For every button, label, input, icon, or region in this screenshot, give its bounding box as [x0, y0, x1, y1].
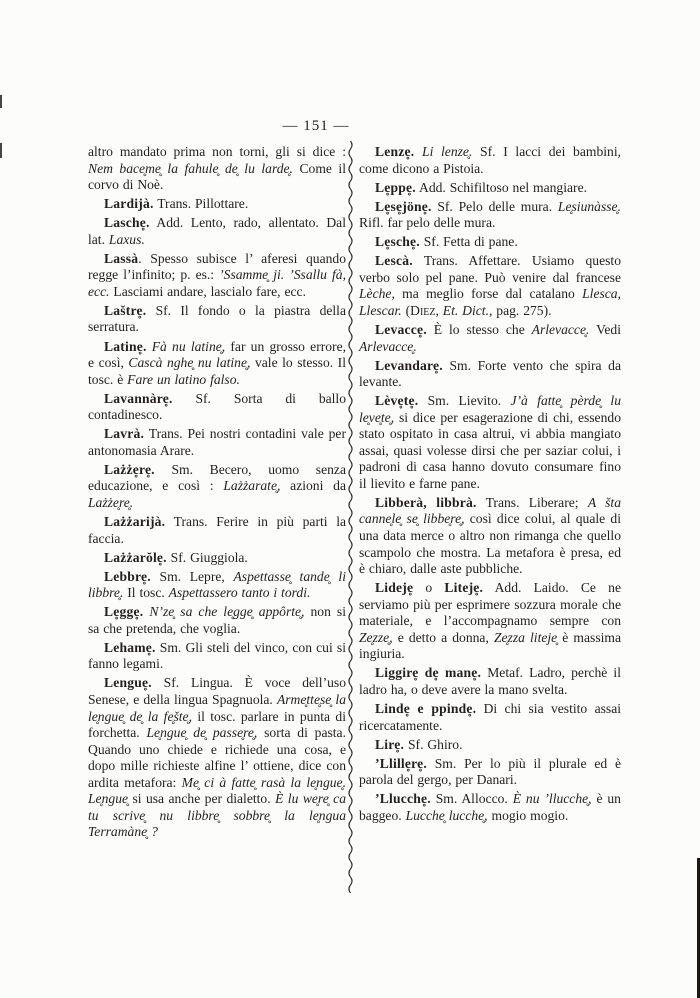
dictionary-entry [88, 391, 346, 424]
dictionary-entry [88, 339, 346, 389]
dialect-phrase-italic: Fà nu latine̥, [146, 338, 226, 354]
dictionary-entry [359, 253, 621, 319]
entry-text: Sm. Becero, uomo senza educazione, e così : [88, 461, 346, 494]
entry-text: Sm. Forte vento che spira da levante. [359, 357, 621, 390]
dictionary-entry [359, 393, 621, 492]
left-text-column [88, 144, 346, 841]
dictionary-entry [359, 791, 621, 824]
dictionary-entry [88, 251, 346, 301]
dialect-phrase-italic: È lu we̥re̥ ca tu scrive̥ nu libbre̥ sobbre̥ la le̥ngua Terramàne̥ ? [88, 791, 346, 840]
entry-headword: Lassà [104, 250, 139, 266]
dialect-phrase-italic: Lażże̥re̥. [88, 494, 134, 510]
entry-text: Vedi [589, 321, 621, 337]
entry-text: Lasciami andare, lascialo fare, ecc. [109, 283, 306, 299]
entry-headword: ’Llucche̥. [375, 791, 431, 807]
dialect-phrase-italic: Llesca, Llescar. [359, 286, 621, 318]
dialect-phrase-italic: Arlevacce̥. [531, 321, 590, 337]
entry-text: o [413, 580, 445, 596]
entry-text: ( [401, 302, 411, 318]
entry-headword: Lengue̥. [104, 675, 152, 691]
dialect-phrase-italic: Aspettasse̥ tande̥ li libbre̥. [88, 568, 346, 601]
entry-text: Sm. Allocco. [430, 791, 513, 807]
dialect-phrase-italic: Le̥ngue̥ de̥ passe̥re̥, [146, 725, 258, 741]
entry-text: si usa anche per dialetto. [128, 791, 276, 807]
entry-headword: Le̥sche̥. [375, 234, 420, 250]
dialect-phrase-italic: Cascà nghe̥ nu latine̥, [128, 355, 251, 371]
entry-text: Sm. Per lo più il plurale ed è parola del gergo, per Danari. [359, 755, 621, 788]
entry-headword: Lescà. [375, 253, 413, 269]
entry-headword: Libberà, libbrà. [375, 494, 477, 510]
entry-headword: Levacce̥. [375, 321, 427, 337]
entry-headword: Liteje̥. [444, 580, 484, 596]
entry-text: è massima ingiuria. [359, 629, 621, 662]
entry-headword: Levandare̥. [375, 357, 443, 373]
dictionary-entry [359, 322, 621, 355]
dialect-phrase-italic: Lucche̥ lucche̥, [405, 807, 488, 823]
entry-text: altro mandato prima non torni, gli si dice : [88, 144, 346, 159]
entry-headword: Lebbre̥. [104, 568, 151, 584]
entry-text: Trans. Ferire in più parti la faccia. [88, 513, 346, 546]
entry-headword: Le̥gge̥. [104, 604, 144, 620]
dictionary-entry [359, 756, 621, 789]
dialect-phrase-italic: Nem bace̥me̥ la fahule̥ de̥ lu larde̥. [88, 160, 293, 176]
entry-text: Trans. Pei nostri contadini vale per antonomasia Arare. [88, 426, 346, 458]
entry-text: vale lo stesso. Il tosc. è [88, 355, 346, 387]
dialect-phrase-italic: Lażżarate̥, [223, 478, 281, 494]
dictionary-entry [359, 737, 621, 754]
entry-headword: Lire̥. [375, 736, 405, 752]
entry-text: non si sa che pretenda, che voglia. [88, 604, 346, 636]
dialect-phrase-italic: Laxus. [108, 231, 145, 247]
entry-text: Sf. Sorta di ballo contadinesco. [88, 390, 346, 423]
dictionary-entry [359, 180, 621, 197]
dictionary-entry [88, 514, 346, 547]
dictionary-entry [88, 144, 346, 194]
dialect-phrase-italic: A šta canne̥le̥ se̥ libbe̥re̥, [359, 494, 621, 527]
dialect-phrase-italic: Ze̥zza liteje̥ [493, 629, 558, 645]
dictionary-entry [359, 665, 621, 698]
entry-headword: Lehame̥. [104, 639, 156, 655]
dictionary-entry [359, 199, 621, 232]
dialect-phrase-italic: Lèche, [359, 286, 395, 302]
dialect-phrase-italic: Me̥ ci à fatte̥ rasà la le̥ngue̥. Le̥ngue̥ [88, 774, 346, 807]
entry-headword: Lève̥te̥. [375, 393, 419, 409]
entry-headword: Lasche̥. [104, 215, 150, 231]
entry-text: si dice per esagerazione di chi, essendo stato ospitato in casa altrui, vi abbia mangiato assai, quasi volesse dirsi che per saziar colui, i padroni di casa hanno dovuto consumare fino il lievito e farne pane. [359, 409, 621, 491]
dialect-phrase-italic: J’à fatte̥ pèrde̥ lu le̥ve̥te̥, [359, 393, 622, 425]
dictionary-entry [88, 604, 346, 637]
entry-headword: Lardijà. [104, 196, 154, 212]
entry-text: Add. Schifiltoso nel mangiare. [415, 179, 587, 195]
entry-text: e detto a donna, [392, 629, 494, 645]
entry-headword: Linde̥ e ppinde̥. [375, 701, 477, 716]
dictionary-entry [88, 215, 346, 248]
entry-text: Sm. Gli steli del vinco, con cui si fanno legami. [88, 639, 346, 672]
entry-text: Rifl. far pelo delle mura. [359, 215, 496, 231]
entry-text: Come il corvo di Noè. [88, 160, 346, 193]
dictionary-entry [88, 675, 346, 840]
wavy-column-divider-rule [347, 141, 354, 893]
entry-text: Sf. Il fondo o la piastra della serratura. [88, 302, 346, 335]
entry-text: il tosc. parlare in punta di forchetta. [88, 708, 346, 741]
entry-text: ma meglio forse dal catalano [394, 286, 583, 302]
entry-text: Sf. Lingua. È voce dell’uso Senese, e della lingua Spagnuola. [88, 675, 346, 707]
dictionary-entry [88, 550, 346, 567]
entry-headword: Lavannàre̥. [104, 390, 173, 406]
entry-headword: Laštre̥. [104, 302, 147, 318]
smallcaps-citation: Diez, [410, 302, 439, 318]
dictionary-entry [88, 196, 346, 213]
dictionary-entry [88, 640, 346, 673]
entry-text: sorta di pasta. Quando uno chiede e richiede una cosa, e dopo mille richieste alfine l’ ottiene, dice con ardita metafora: [88, 725, 346, 790]
entry-text: Di chi sia vestito assai ricercatamente. [359, 701, 622, 733]
entry-headword: Le̥ppe̥. [375, 179, 416, 195]
dictionary-entry [88, 462, 346, 512]
entry-text: è un baggeo. [359, 791, 621, 823]
dialect-phrase-italic: Arlevacce̥. [359, 338, 417, 354]
dictionary-entry [88, 426, 346, 459]
scan-artifact-left-edge-2 [0, 143, 2, 158]
dictionary-entry [88, 569, 346, 602]
entry-text: Sm. Lepre, [150, 568, 234, 584]
entry-headword: Latine̥. [104, 338, 147, 354]
entry-text: azioni da [280, 478, 346, 494]
entry-headword: Lenze̥. [375, 144, 415, 159]
page-number: — 151 — [282, 118, 350, 134]
entry-headword: Lażżarŏle̥. [104, 549, 167, 565]
entry-text: Sm. Lievito. [418, 393, 511, 409]
entry-text: Sf. I lacci dei bambini, come dicono a Pistoia. [359, 144, 621, 176]
entry-headword: Lideje̥ [375, 580, 414, 596]
scan-artifact-left-edge-1 [0, 95, 2, 108]
dialect-phrase-italic: Aspettassero tanto i tordi. [168, 585, 311, 601]
entry-text: Metaf. Ladro, perchè il ladro ha, o deve avere la mano svelta. [359, 665, 621, 697]
entry-text: È lo stesso che [426, 321, 532, 337]
dialect-phrase-italic: Arme̥tte̥se̥ la le̥ngue̥ de̥ la fe̥šte̥, [88, 691, 346, 724]
dictionary-entry [359, 234, 621, 251]
entry-text: Sf. Pelo delle mura. [431, 198, 558, 214]
entry-text: pag. 275). [492, 302, 552, 318]
entry-text: Trans. Liberare; [476, 494, 588, 510]
dialect-phrase-italic: Li lenze̥. [414, 144, 473, 159]
entry-text: Add. Lento, rado, allentato. Dal lat. [88, 215, 346, 247]
entry-text: . Spesso subisce l’ aferesi quando regge l’infinito; p. es.: [88, 250, 346, 283]
entry-headword: Le̥se̥jöne̥. [375, 198, 432, 214]
entry-headword: Lavrà. [104, 426, 145, 442]
dictionary-entry [88, 303, 346, 336]
dialect-phrase-italic: ’Ssamme̥ ji. ’Ssallu fà, ecc. [88, 267, 346, 299]
dictionary-entry [359, 580, 621, 663]
entry-headword: Lażżarijà. [104, 513, 166, 529]
right-text-column [359, 144, 621, 824]
entry-text: Sf. Giuggiola. [166, 549, 248, 565]
entry-headword: Liggire̥ de̥ mane̥. [375, 665, 482, 681]
dialect-phrase-italic: Ze̥zze̥, [359, 629, 393, 645]
dictionary-entry [359, 495, 621, 578]
entry-headword: ’Llille̥re̥. [375, 755, 427, 771]
entry-text: così dice colui, al quale di una data merce o altro non rimanga che quello scampolo che mostra. La metafora è presa, ed è chiaro, dalle aste pubbliche. [359, 511, 621, 577]
dialect-phrase-italic: Fare un latino falso. [127, 371, 240, 387]
entry-text: Sf. Ghiro. [404, 736, 463, 752]
dictionary-entry [359, 701, 621, 734]
entry-text: Sf. Fetta di pane. [419, 234, 518, 250]
entry-text: Trans. Affettare. Usiamo questo verbo solo pel pane. Può venire dal francese [359, 253, 621, 285]
entry-text: far un grosso errore, e così, [88, 338, 346, 371]
dictionary-entry [359, 358, 621, 391]
entry-text: mogio mogio. [487, 807, 569, 823]
dialect-phrase-italic: È nu ’llucche̥, [512, 791, 592, 807]
dialect-phrase-italic: Et. Dict., [442, 302, 493, 318]
dictionary-entry [359, 144, 621, 177]
entry-text: Il tosc. [123, 585, 169, 601]
entry-text: Add. Laido. Ce ne serviamo più per esprimere sozzura morale che materiale, e l’accompagnamo sempre con [359, 580, 621, 629]
dialect-phrase-italic: N’ze̥ sa che le̥gge̥ appôrte̥, [143, 604, 305, 620]
entry-headword: Lażże̥re̥. [104, 461, 155, 477]
dialect-phrase-italic: Le̥siunàsse̥. [557, 198, 621, 214]
entry-text: Trans. Pillottare. [153, 196, 249, 212]
